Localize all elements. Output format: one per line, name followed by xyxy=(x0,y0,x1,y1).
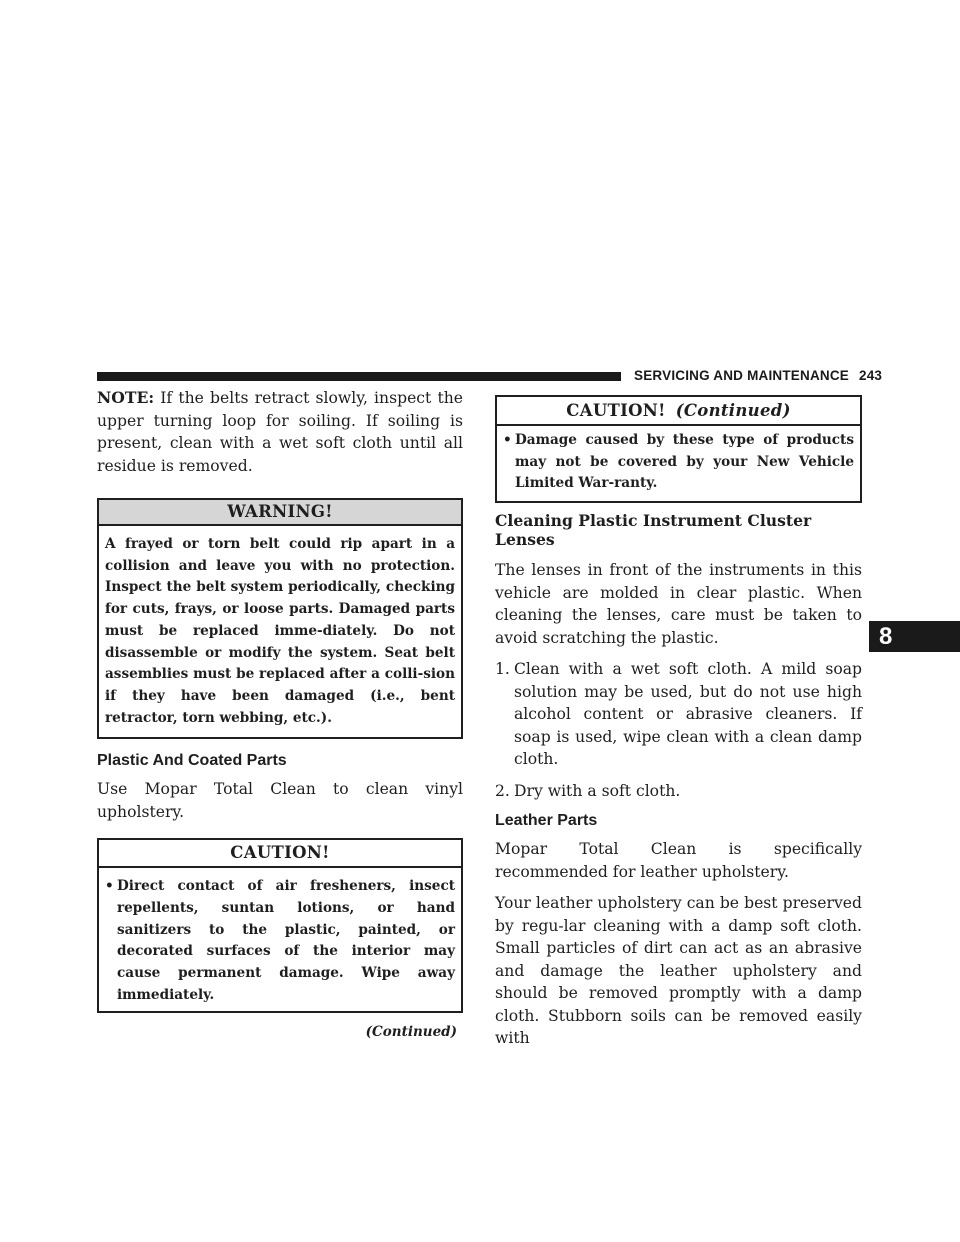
leather-text-1: Mopar Total Clean is specifically recommended for leather upholstery. xyxy=(495,840,862,881)
warning-title: WARNING! xyxy=(99,500,461,526)
lenses-text: The lenses in front of the instruments in this vehicle are molded in clear plastic. When cleaning the lenses, care must be taken to avoid scratching the plastic. xyxy=(495,561,862,647)
caution-continued-body xyxy=(497,426,860,501)
leather-text-2: Your leather upholstery can be best preserved by regu-lar cleaning with a damp soft cloth. Small particles of dirt can act as an abrasive and damage the leather upholstery and should be removed promptly with a damp cloth. Stubborn soils can be removed easily with xyxy=(495,894,862,1048)
step-text: Clean with a wet soft cloth. A mild soap solution may be used, but do not use high alcohol content or abrasive cleaners. If soap is used, wipe clean with a clean damp cloth. xyxy=(514,660,862,769)
caution-bullet-item xyxy=(105,876,455,1006)
cleaning-steps xyxy=(495,658,862,802)
plastic-parts-text: Use Mopar Total Clean to clean vinyl upholstery. xyxy=(97,780,463,821)
caution-title-suffix: (Continued) xyxy=(675,401,791,420)
note-label: NOTE: xyxy=(97,388,155,407)
caution-continued-bullet-item xyxy=(503,430,854,495)
caution-title-text: CAUTION! xyxy=(566,401,666,420)
caution-text: Direct contact of air fresheners, insect repellents, suntan lotions, or hand sanitizers to the plastic, painted, or decorated surfaces of the interior may cause permanent damage. Wipe away immediately. xyxy=(117,878,455,1003)
leather-parts-heading: Leather Parts xyxy=(495,812,598,830)
lenses-heading: Cleaning Plastic Instrument Cluster Lenses xyxy=(495,511,812,550)
continued-label: (Continued) xyxy=(365,1023,457,1040)
step-number: 2. xyxy=(495,781,510,800)
caution-body xyxy=(99,868,461,1010)
caution-continued-text: Damage caused by these type of products may not be covered by your New Vehicle Limited War-ranty. xyxy=(515,432,854,492)
running-header xyxy=(634,368,882,383)
plastic-parts-heading: Plastic And Coated Parts xyxy=(97,752,287,770)
page-number: 243 xyxy=(859,368,883,383)
section-tab: 8 xyxy=(869,621,960,652)
step-item xyxy=(495,658,862,771)
header-rule xyxy=(97,372,621,381)
section-title: SERVICING AND MAINTENANCE xyxy=(634,368,850,383)
left-column xyxy=(97,387,463,1040)
caution-box xyxy=(97,838,463,1012)
note-text: If the belts retract slowly, inspect the upper turning loop for soiling. If soiling is present, clean with a wet soft cloth until all residue is removed. xyxy=(97,389,463,475)
warning-box xyxy=(97,498,463,739)
note-paragraph xyxy=(97,387,463,477)
caution-title: CAUTION! xyxy=(99,840,461,868)
warning-text: A frayed or torn belt could rip apart in a collision and leave you with no protection. Inspect the belt system periodically, checking for cuts, frays, or loose parts. Damaged parts must be replaced imme-diately. Do not disassemble or modify the system. Seat belt assemblies must be replaced after a colli-sion if they have been damaged (i.e., bent retractor, torn webbing, etc.). xyxy=(105,536,455,726)
step-item xyxy=(495,780,862,803)
right-column xyxy=(495,395,862,1050)
bullet-icon: • xyxy=(105,878,114,895)
step-text: Dry with a soft cloth. xyxy=(514,781,681,800)
bullet-icon: • xyxy=(503,432,512,448)
caution-continued-box xyxy=(495,395,862,503)
caution-continued-title xyxy=(497,397,860,426)
step-number: 1. xyxy=(495,660,510,679)
